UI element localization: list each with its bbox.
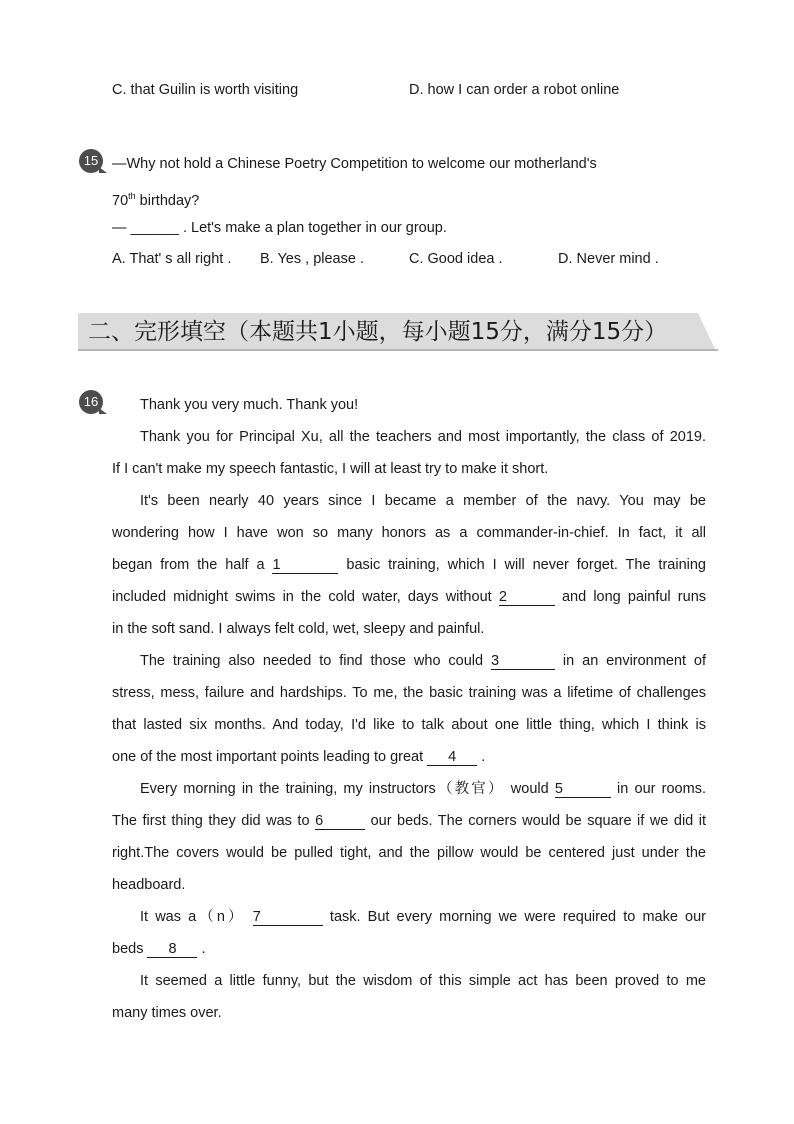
question-number-badge: 15 xyxy=(79,149,103,173)
passage-line: It was a（n） 7 task. But every morning we were required to make our xyxy=(140,909,706,925)
passage-line: Every morning in the training, my instructors（教官） would 5 in our rooms. xyxy=(140,781,706,797)
cloze-blank-2: 2 xyxy=(499,589,555,606)
passage-line: headboard. xyxy=(112,877,186,893)
cloze-blank-6: 6 xyxy=(315,813,365,830)
q14-option-c: C. that Guilin is worth visiting xyxy=(112,82,299,98)
q15-stem-line1: —Why not hold a Chinese Poetry Competition to welcome our motherland's xyxy=(112,156,597,172)
cloze-blank-4: 4 xyxy=(427,749,477,766)
q15-dash: — xyxy=(112,220,131,236)
passage-line: The first thing they did was to 6 our beds. The corners would be square if we did it xyxy=(112,813,706,829)
question-number-badge: 16 xyxy=(79,390,103,414)
passage-line: many times over. xyxy=(112,1005,222,1021)
q15-option-d: D. Never mind . xyxy=(558,251,659,267)
cloze-blank-8: 8 xyxy=(147,941,197,958)
passage-line: included midnight swims in the cold water, days without 2 and long painful runs xyxy=(112,589,707,605)
q15-stem-line2 xyxy=(112,186,199,211)
passage-line: in the soft sand. I always felt cold, wet, sleepy and painful. xyxy=(112,621,485,637)
q15-response-text: . Let's make a plan together in our group. xyxy=(178,220,447,236)
passage-line: right.The covers would be pulled tight, and the pillow would be centered just under the xyxy=(112,845,706,861)
q14-option-d: D. how I can order a robot online xyxy=(409,82,620,98)
passage-line: The training also needed to find those who could 3 in an environment of xyxy=(140,653,706,669)
q15-response-line xyxy=(112,218,447,238)
passage-line: wondering how I have won so many honors as a commander-in-chief. In fact, it all xyxy=(112,525,706,541)
q15-stem-superscript: th xyxy=(128,191,136,201)
passage-line: stress, mess, failure and hardships. To me, the basic training was a lifetime of challenges xyxy=(112,685,706,701)
q15-option-a: A. That' s all right . xyxy=(112,251,232,267)
q15-option-b: B. Yes , please . xyxy=(260,251,364,267)
cloze-blank-5: 5 xyxy=(555,781,611,798)
passage-line: Thank you very much. Thank you! xyxy=(140,397,359,413)
passage-line: Thank you for Principal Xu, all the teachers and most importantly, the class of 2019. xyxy=(140,429,706,445)
passage-line: If I can't make my speech fantastic, I will at least try to make it short. xyxy=(112,461,549,477)
passage-line: beds 8 . xyxy=(112,941,206,957)
cloze-blank-3: 3 xyxy=(491,653,555,670)
passage-line: It seemed a little funny, but the wisdom of this simple act has been proved to me xyxy=(140,973,706,989)
q15-stem-text: birthday? xyxy=(135,192,200,209)
cloze-blank-1: 1 xyxy=(272,557,338,574)
passage-line: It's been nearly 40 years since I became a member of the navy. You may be xyxy=(140,493,706,509)
q15-option-c: C. Good idea . xyxy=(409,251,503,267)
passage-line: that lasted six months. And today, I'd like to talk about one little thing, which I think is xyxy=(112,717,706,733)
section-title: 二、完形填空（本题共1小题，每小题15分，满分15分） xyxy=(88,319,668,345)
passage-line: one of the most important points leading to great 4 . xyxy=(112,749,486,765)
q15-stem-number: 70 xyxy=(112,192,129,209)
passage-line: began from the half a 1 basic training, which I will never forget. The training xyxy=(112,557,706,573)
cloze-blank-7: 7 xyxy=(253,909,323,926)
q15-answer-blank: ______ xyxy=(130,220,179,236)
